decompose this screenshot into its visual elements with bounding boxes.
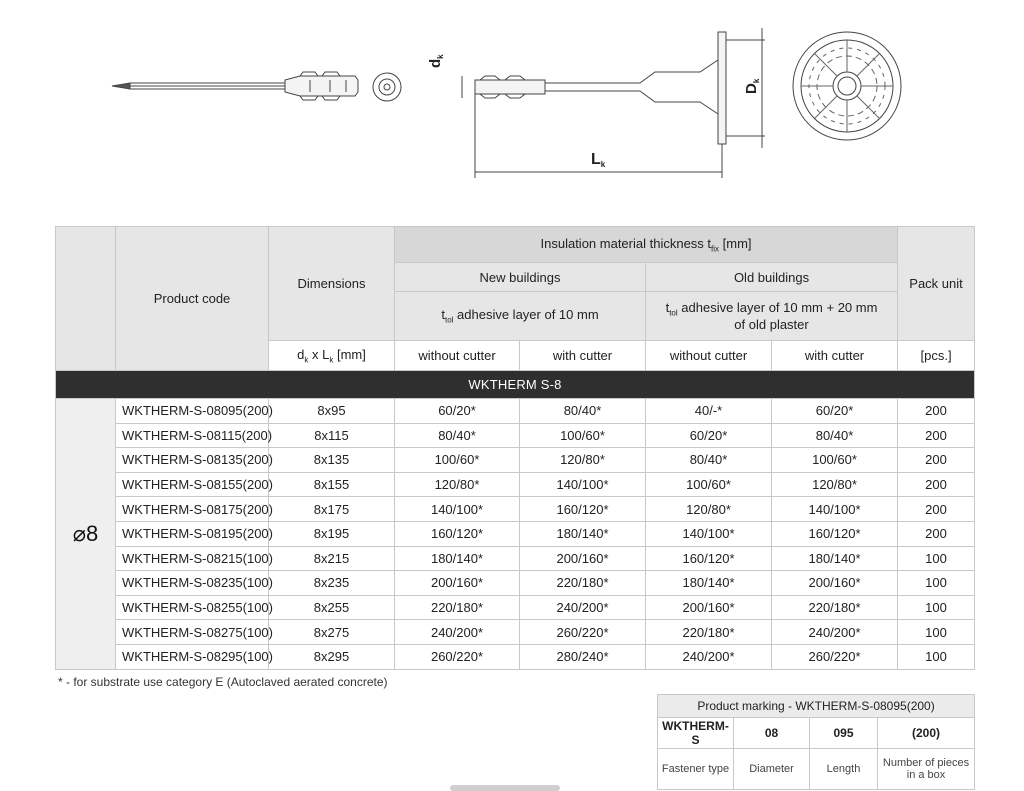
plug-dimensioned-view	[462, 28, 765, 178]
footnote: * - for substrate use category E (Autoclaved aerated concrete)	[58, 675, 388, 689]
dimension-cell: 8x255	[269, 595, 395, 620]
new-with-cutter-cell: 280/240*	[520, 644, 646, 669]
new-without-cutter-cell: 240/200*	[395, 620, 520, 645]
product-code-cell: WKTHERM-S-08135(200)	[116, 448, 269, 473]
table-row	[56, 644, 975, 669]
old-adhesive-header: $t_{tol}$ adhesive layer of 10 mm + 20 mm of old plaster	[646, 292, 898, 341]
old-without-cutter-cell: 200/160*	[646, 595, 772, 620]
pcs-header: [pcs.]	[898, 341, 975, 371]
dimension-cell: 8x135	[269, 448, 395, 473]
product-code-cell: WKTHERM-S-08115(200)	[116, 423, 269, 448]
marking-pieces-value: (200)	[878, 718, 975, 749]
dimension-cell: 8x235	[269, 571, 395, 596]
old-without-cutter-cell: 60/20*	[646, 423, 772, 448]
specification-table	[55, 226, 975, 670]
product-code-cell: WKTHERM-S-08175(200)	[116, 497, 269, 522]
table-row	[56, 620, 975, 645]
marking-fastener-type-label: Fastener type	[658, 749, 734, 790]
series-title-row: WKTHERM S-8	[56, 371, 975, 399]
table-row	[56, 595, 975, 620]
new-without-cutter-cell: 60/20*	[395, 399, 520, 424]
marking-diameter-label: Diameter	[734, 749, 810, 790]
dimension-cell: 8x275	[269, 620, 395, 645]
pack-unit-cell: 200	[898, 497, 975, 522]
old-without-cutter-cell: 40/-*	[646, 399, 772, 424]
new-adhesive-header: $t_{tol}$ adhesive layer of 10 mm	[395, 292, 646, 341]
table-row	[56, 448, 975, 473]
old-with-cutter-cell: 140/100*	[772, 497, 898, 522]
pack-unit-cell: 200	[898, 448, 975, 473]
Dk-label: $D_k$	[743, 78, 761, 94]
old-without-cutter-cell: 140/100*	[646, 521, 772, 546]
new-with-cutter-cell: 200/160*	[520, 546, 646, 571]
product-code-cell: WKTHERM-S-08255(100)	[116, 595, 269, 620]
dimension-cell: 8x215	[269, 546, 395, 571]
pack-unit-cell: 100	[898, 571, 975, 596]
old-without-cutter-cell: 80/40*	[646, 448, 772, 473]
insulation-thickness-header: Insulation material thickness $t_{fix}$ [mm]	[395, 227, 898, 263]
new-without-cutter-cell: 180/140*	[395, 546, 520, 571]
old-with-cutter-cell: 220/180*	[772, 595, 898, 620]
new-with-cutter-cell: 140/100*	[520, 472, 646, 497]
dimension-cell: 8x295	[269, 644, 395, 669]
product-code-cell: WKTHERM-S-08095(200)	[116, 399, 269, 424]
table-row	[56, 497, 975, 522]
new-with-cutter-cell: 180/140*	[520, 521, 646, 546]
old-without-cutter-cell: 180/140*	[646, 571, 772, 596]
new-without-cutter-cell: 220/180*	[395, 595, 520, 620]
old-without-cutter-cell: 240/200*	[646, 644, 772, 669]
dimension-cell: 8x95	[269, 399, 395, 424]
dimensions-unit-header: $d_k$ x $L_k$ [mm]	[269, 341, 395, 371]
marking-diameter-value: 08	[734, 718, 810, 749]
product-code-cell: WKTHERM-S-08195(200)	[116, 521, 269, 546]
pack-unit-cell: 200	[898, 521, 975, 546]
old-with-cutter-header: with cutter	[772, 341, 898, 371]
horizontal-scrollbar[interactable]	[450, 785, 560, 791]
product-code-cell: WKTHERM-S-08295(100)	[116, 644, 269, 669]
old-with-cutter-cell: 160/120*	[772, 521, 898, 546]
marking-title: Product marking - WKTHERM-S-08095(200)	[658, 695, 975, 718]
blank-header-cell	[56, 227, 116, 371]
old-without-cutter-cell: 160/120*	[646, 546, 772, 571]
new-buildings-header: New buildings	[395, 263, 646, 292]
product-code-cell: WKTHERM-S-08155(200)	[116, 472, 269, 497]
new-without-cutter-cell: 80/40*	[395, 423, 520, 448]
table-row	[56, 521, 975, 546]
table-row	[56, 423, 975, 448]
marking-length-label: Length	[810, 749, 878, 790]
dimension-cell: 8x155	[269, 472, 395, 497]
new-with-cutter-cell: 260/220*	[520, 620, 646, 645]
pack-unit-cell: 100	[898, 546, 975, 571]
pack-unit-cell: 100	[898, 620, 975, 645]
old-with-cutter-cell: 80/40*	[772, 423, 898, 448]
table-row	[56, 546, 975, 571]
new-with-cutter-header: with cutter	[520, 341, 646, 371]
new-with-cutter-cell: 80/40*	[520, 399, 646, 424]
new-with-cutter-cell: 240/200*	[520, 595, 646, 620]
dimension-cell: 8x195	[269, 521, 395, 546]
marking-fastener-type-value: WKTHERM-S	[658, 718, 734, 749]
pack-unit-cell: 200	[898, 472, 975, 497]
new-without-cutter-cell: 140/100*	[395, 497, 520, 522]
Lk-label: Lk	[591, 151, 606, 169]
old-without-cutter-header: without cutter	[646, 341, 772, 371]
old-with-cutter-cell: 60/20*	[772, 399, 898, 424]
diameter-cell: ⌀8	[56, 399, 116, 670]
pin-end-view	[373, 73, 401, 101]
old-with-cutter-cell: 180/140*	[772, 546, 898, 571]
table-row	[56, 472, 975, 497]
old-with-cutter-cell: 240/200*	[772, 620, 898, 645]
new-without-cutter-cell: 100/60*	[395, 448, 520, 473]
pack-unit-header: Pack unit	[898, 227, 975, 341]
disc-top-view	[793, 32, 901, 140]
product-marking-table	[657, 694, 975, 790]
old-without-cutter-cell: 120/80*	[646, 497, 772, 522]
new-without-cutter-cell: 200/160*	[395, 571, 520, 596]
product-code-cell: WKTHERM-S-08215(100)	[116, 546, 269, 571]
old-with-cutter-cell: 120/80*	[772, 472, 898, 497]
dimensions-header: Dimensions	[269, 227, 395, 341]
pin-side-view	[112, 72, 358, 100]
marking-pieces-label: Number of pieces in a box	[878, 749, 975, 790]
product-code-cell: WKTHERM-S-08235(100)	[116, 571, 269, 596]
old-with-cutter-cell: 260/220*	[772, 644, 898, 669]
new-without-cutter-cell: 260/220*	[395, 644, 520, 669]
pack-unit-cell: 200	[898, 423, 975, 448]
new-with-cutter-cell: 220/180*	[520, 571, 646, 596]
old-with-cutter-cell: 100/60*	[772, 448, 898, 473]
marking-length-value: 095	[810, 718, 878, 749]
pack-unit-cell: 200	[898, 399, 975, 424]
new-without-cutter-cell: 120/80*	[395, 472, 520, 497]
pack-unit-cell: 100	[898, 644, 975, 669]
new-without-cutter-header: without cutter	[395, 341, 520, 371]
product-code-cell: WKTHERM-S-08275(100)	[116, 620, 269, 645]
new-with-cutter-cell: 160/120*	[520, 497, 646, 522]
old-buildings-header: Old buildings	[646, 263, 898, 292]
dimension-cell: 8x115	[269, 423, 395, 448]
table-row	[56, 571, 975, 596]
pack-unit-cell: 100	[898, 595, 975, 620]
new-with-cutter-cell: 100/60*	[520, 423, 646, 448]
new-with-cutter-cell: 120/80*	[520, 448, 646, 473]
dimension-cell: 8x175	[269, 497, 395, 522]
fastener-technical-drawing	[0, 0, 1024, 200]
product-code-header: Product code	[116, 227, 269, 371]
new-without-cutter-cell: 160/120*	[395, 521, 520, 546]
old-with-cutter-cell: 200/160*	[772, 571, 898, 596]
old-without-cutter-cell: 220/180*	[646, 620, 772, 645]
dk-label: $d_k$	[427, 54, 445, 68]
old-without-cutter-cell: 100/60*	[646, 472, 772, 497]
table-row	[56, 399, 975, 424]
